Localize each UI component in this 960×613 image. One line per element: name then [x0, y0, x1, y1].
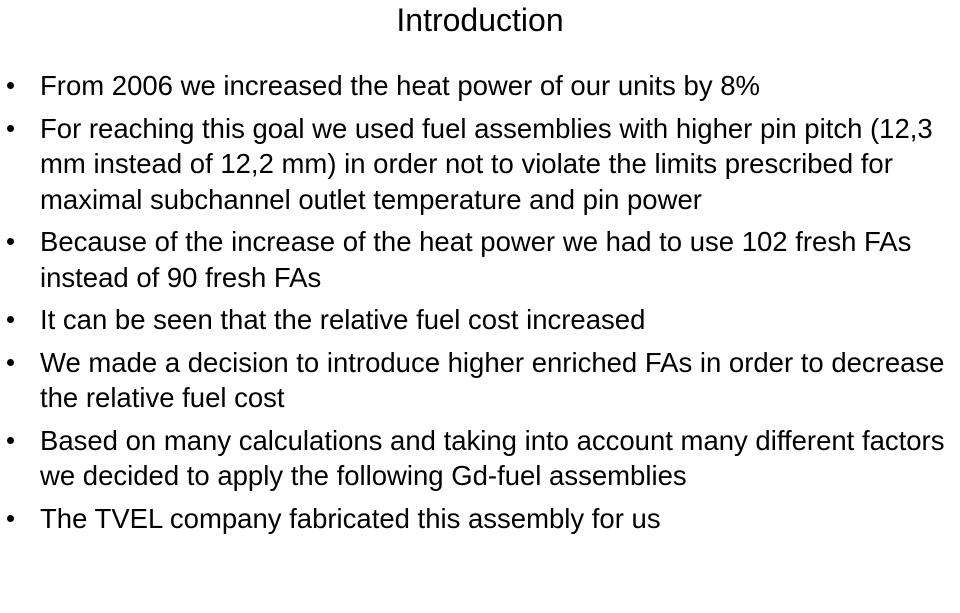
bullet-text: We made a decision to introduce higher enriched FAs in order to decrease the relative fuel cost — [40, 346, 945, 413]
bullet-text: For reaching this goal we used fuel assemblies with higher pin pitch (12,3 mm instead of 12,2 mm) in order not to violate the limits prescribed for maximal subchannel outlet temperature and pin power — [40, 112, 933, 215]
bullet-item — [0, 68, 960, 104]
bullet-icon — [7, 316, 14, 323]
bullet-text: The TVEL company fabricated this assembly for us — [40, 502, 661, 534]
bullet-text: Because of the increase of the heat power we had to use 102 fresh FAs instead of 90 fresh FAs — [40, 226, 912, 293]
bullet-text: Based on many calculations and taking into account many different factors we decided to apply the following Gd-fuel assemblies — [40, 424, 945, 491]
bullet-list — [0, 68, 960, 543]
bullet-item — [0, 302, 960, 338]
bullet-icon — [7, 82, 14, 89]
bullet-text: It can be seen that the relative fuel cost increased — [40, 304, 646, 335]
bullet-item — [0, 423, 960, 494]
slide-title: Introduction — [396, 2, 564, 38]
bullet-item — [0, 111, 960, 218]
bullet-icon — [7, 238, 14, 245]
bullet-item — [0, 224, 960, 295]
bullet-icon — [7, 359, 14, 366]
bullet-icon — [7, 125, 14, 132]
bullet-text: From 2006 we increased the heat power of our units by 8% — [40, 70, 760, 101]
bullet-item — [0, 501, 960, 537]
bullet-item — [0, 345, 960, 416]
bullet-icon — [7, 437, 14, 444]
bullet-icon — [7, 515, 14, 522]
